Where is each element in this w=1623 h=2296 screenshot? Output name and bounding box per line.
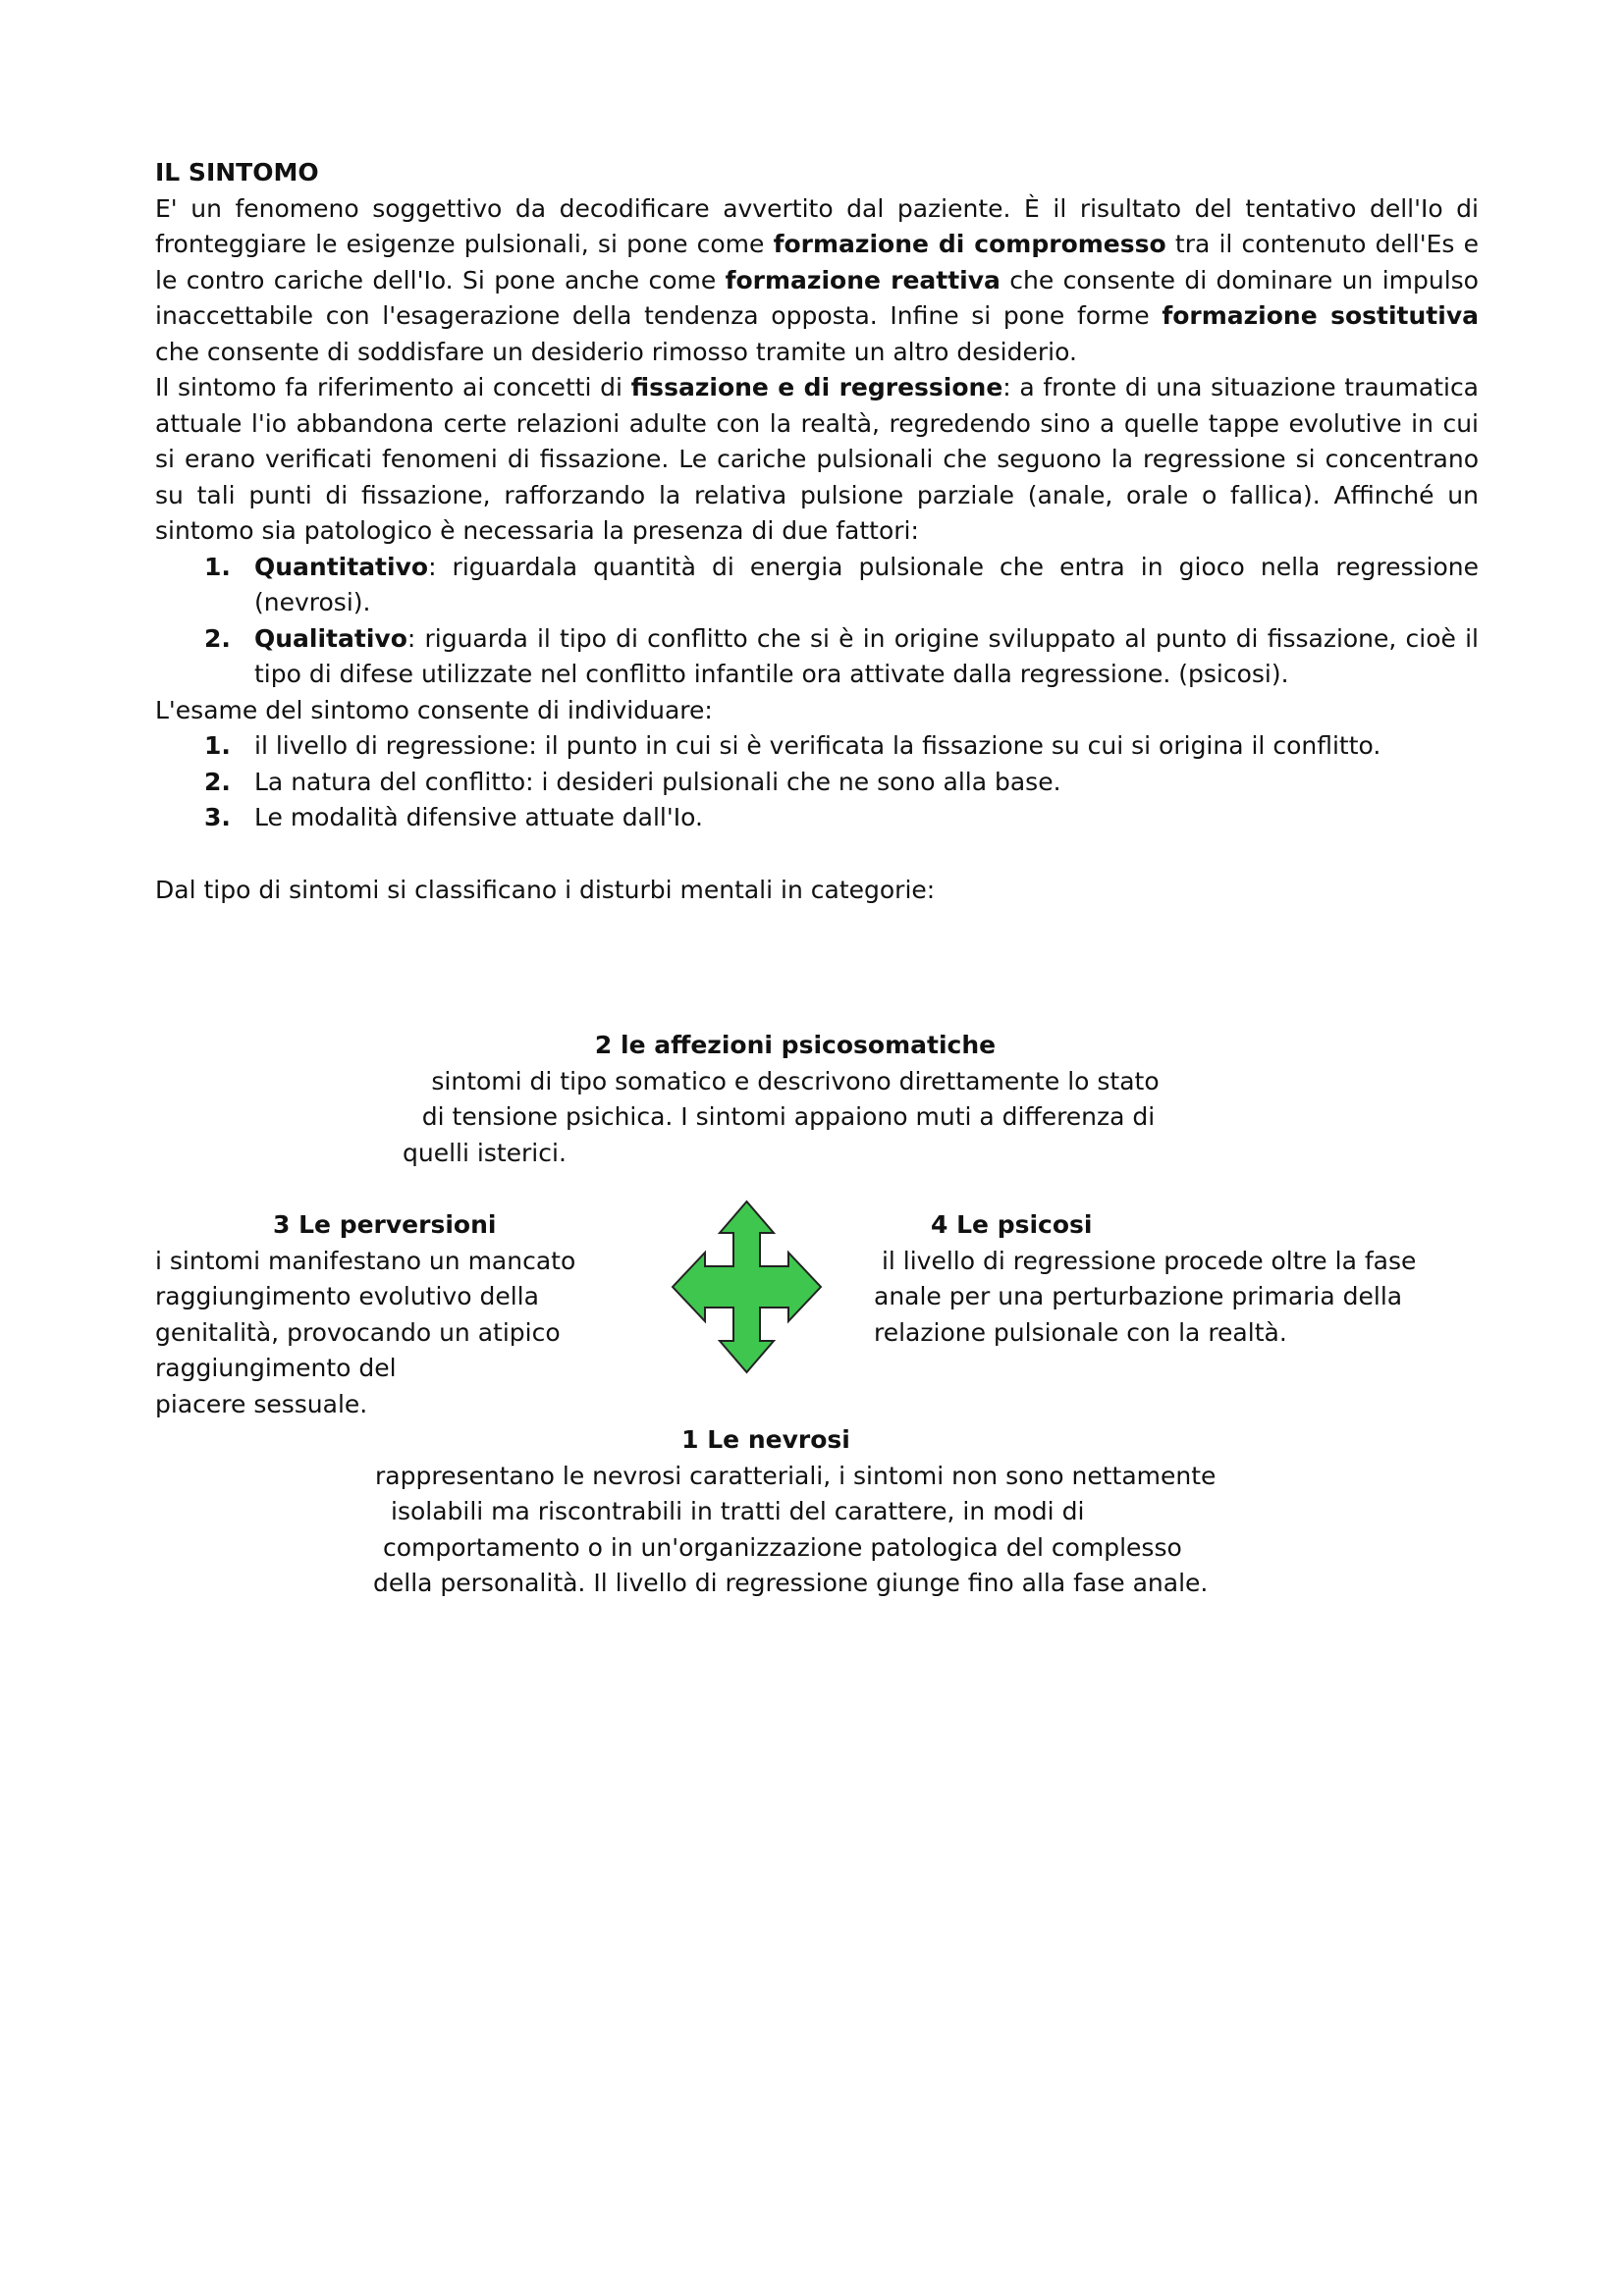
category-line: quelli isterici.	[403, 1138, 567, 1167]
paragraph-text: tra il contenuto dell'Es e le contro cariche dell'Io. Si pone anche come	[155, 230, 1479, 294]
list-text: : riguarda il tipo di conflitto che si è in origine sviluppato al punto di fissazione, cioè il tipo di difese utilizzate nel conflitto infantile ora attivate dalla regressione. (psicosi).	[254, 623, 1479, 688]
list-number: 1.	[204, 552, 231, 581]
category-heading: 4 Le psicosi	[931, 1210, 1093, 1239]
paragraph-text: : a fronte di una situazione traumatica attuale l'io abbandona certe relazioni adulte con la realtà, regredendo sino a quelle tappe evolutive in cui si erano verificati fenomeni di fissazione. Le cariche pulsionali che seguono la regressione si concentrano su tali punti di fissazione, rafforzando la relativa pulsione parziale (anale, orale o fallica). Affinché un sintomo sia patologico è necessaria la presenza di due fattori:	[155, 373, 1480, 545]
list-text: Le modalità difensive attuate dall'Io.	[254, 803, 703, 831]
category-psychosomatic	[373, 1028, 1217, 1171]
exam-intro: L'esame del sintomo consente di individuare:	[155, 695, 713, 724]
category-line: il livello di regressione procede oltre la fase	[874, 1246, 1417, 1275]
category-line: comportamento o in un'organizzazione patologica del complesso	[383, 1532, 1182, 1562]
list-item	[155, 621, 1479, 693]
paragraph-definition	[155, 191, 1479, 371]
exam-list	[155, 728, 1479, 836]
list-text: La natura del conflitto: i desideri pulsionali che ne sono alla base.	[254, 767, 1061, 796]
list-item	[155, 765, 1479, 801]
category-line: genitalità, provocando un atipico	[155, 1317, 561, 1347]
category-line: i sintomi manifestano un mancato	[155, 1246, 576, 1275]
category-heading: 1 Le nevrosi	[681, 1425, 850, 1454]
category-heading: 2 le affezioni psicosomatiche	[594, 1031, 997, 1059]
category-neuroses	[363, 1422, 1267, 1602]
category-line: anale per una perturbazione primaria della	[874, 1282, 1403, 1310]
paragraph-text: che consente di soddisfare un desiderio rimosso tramite un altro desiderio.	[155, 337, 1077, 366]
list-number: 2.	[204, 767, 231, 796]
classify-intro: Dal tipo di sintomi si classificano i disturbi mentali in categorie:	[155, 875, 936, 904]
page-title: IL SINTOMO	[155, 158, 319, 187]
list-item	[155, 550, 1479, 621]
bold-term: formazione di compromesso	[773, 230, 1166, 258]
paragraph-text: che consente di dominare un impulso inaccettabile con l'esagerazione della tendenza opposta. Infine si pone forme	[155, 265, 1479, 330]
paragraph-text: E' un fenomeno soggettivo da decodificare avvertito dal paziente. È il risultato del tentativo dell'Io di fronteggiare le esigenze pulsionali, si pone come	[155, 193, 1479, 258]
bold-term: Quantitativo	[254, 552, 429, 581]
category-line: di tensione psichica. I sintomi appaiono muti a differenza di	[421, 1102, 1156, 1131]
list-number: 2.	[204, 623, 231, 653]
list-text: il livello di regressione: il punto in cui si è verificata la fissazione su cui si origina il conflitto.	[254, 731, 1381, 760]
list-item	[155, 800, 1479, 836]
category-line: sintomi di tipo somatico e descrivono direttamente lo stato	[431, 1066, 1160, 1095]
category-line: isolabili ma riscontrabili in tratti del carattere, in modi di	[391, 1497, 1085, 1525]
bold-term: formazione reattiva	[725, 265, 1001, 294]
category-line: piacere sessuale.	[155, 1389, 368, 1418]
category-psychoses	[874, 1207, 1483, 1351]
category-perversions	[155, 1207, 617, 1422]
category-line: rappresentano le nevrosi caratteriali, i sintomi non sono nettamente	[375, 1461, 1217, 1490]
paragraph-text: Il sintomo fa riferimento ai concetti di	[155, 373, 631, 401]
bold-term: formazione sostitutiva	[1162, 301, 1479, 330]
category-line: della personalità. Il livello di regressione giunge fino alla fase anale.	[373, 1569, 1209, 1597]
list-number: 1.	[204, 731, 231, 760]
category-line: raggiungimento del	[155, 1354, 397, 1382]
bold-term: fissazione e di regressione	[630, 373, 1003, 401]
category-heading: 3 Le perversioni	[273, 1210, 497, 1239]
list-text: : riguardala quantità di energia pulsionale che entra in gioco nella regressione (nevrosi).	[254, 552, 1479, 616]
paragraph-fixation	[155, 370, 1479, 550]
list-number: 3.	[204, 803, 231, 831]
factors-list	[155, 550, 1479, 693]
category-line: raggiungimento evolutivo della	[155, 1282, 539, 1310]
category-line: relazione pulsionale con la realtà.	[874, 1317, 1287, 1347]
quad-arrow-icon	[671, 1200, 823, 1374]
main-text	[155, 155, 1479, 908]
bold-term: Qualitativo	[254, 623, 407, 653]
list-item	[155, 728, 1479, 765]
